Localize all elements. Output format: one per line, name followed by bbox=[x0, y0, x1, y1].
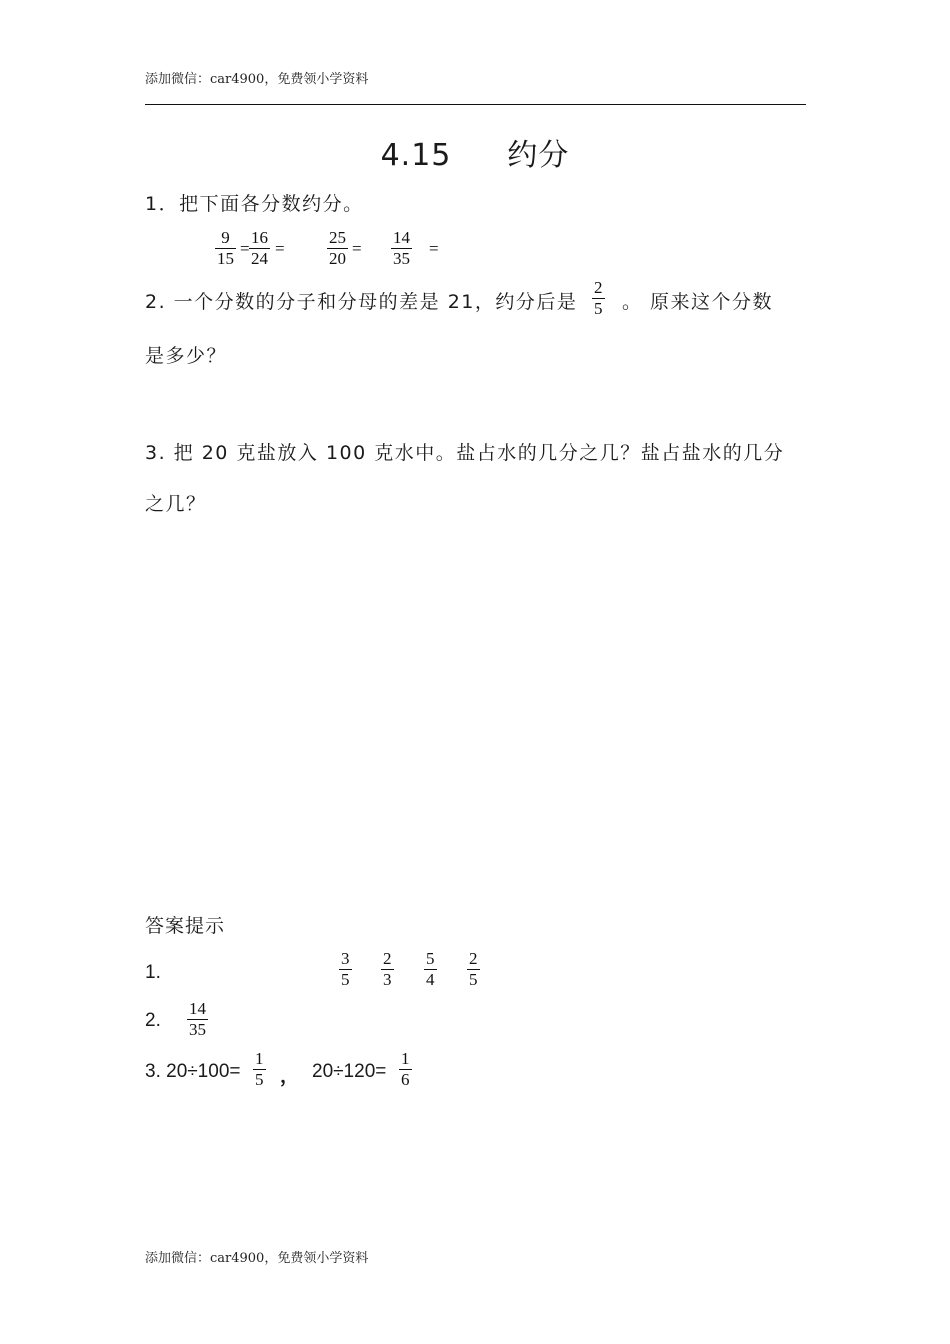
numerator: 2 bbox=[469, 949, 478, 968]
denominator: 35 bbox=[189, 1020, 206, 1039]
denominator: 20 bbox=[329, 249, 346, 268]
numerator: 3 bbox=[341, 949, 350, 968]
q1-fraction-3 bbox=[327, 228, 348, 269]
answers-heading: 答案提示 bbox=[145, 915, 226, 937]
answer-3-part-1: 3. 20÷100= bbox=[145, 1061, 241, 1082]
numerator: 1 bbox=[255, 1049, 264, 1068]
answer-1-fraction-1 bbox=[339, 949, 352, 990]
q2-fraction bbox=[592, 278, 605, 319]
numerator: 14 bbox=[393, 228, 410, 247]
answer-3-fraction-1 bbox=[253, 1049, 266, 1090]
header-rule bbox=[145, 104, 806, 105]
q2-text-after: 。 原来这个分数 bbox=[622, 291, 774, 313]
numerator: 25 bbox=[329, 228, 346, 247]
denominator: 15 bbox=[217, 249, 234, 268]
denominator: 5 bbox=[594, 299, 603, 318]
answer-1-fraction-3 bbox=[424, 949, 437, 990]
title-number: 4.15 bbox=[380, 138, 452, 173]
answer-2-label: 2. bbox=[145, 1010, 161, 1031]
denominator: 5 bbox=[255, 1070, 264, 1089]
q2-text-before: 2. 一个分数的分子和分母的差是 21，约分后是 bbox=[145, 291, 578, 313]
answer-3-separator: ， bbox=[280, 1066, 300, 1087]
numerator: 2 bbox=[383, 949, 392, 968]
answer-1-fraction-2 bbox=[381, 949, 394, 990]
numerator: 9 bbox=[221, 228, 230, 247]
question-1: 1．把下面各分数约分。 bbox=[145, 193, 364, 215]
equals-sign: = bbox=[240, 239, 250, 258]
denominator: 24 bbox=[251, 249, 268, 268]
numerator: 5 bbox=[426, 949, 435, 968]
answer-3-part-2: 20÷120= bbox=[312, 1061, 387, 1082]
answer-1-fraction-4 bbox=[467, 949, 480, 990]
answer-1-label: 1. bbox=[145, 962, 161, 983]
equals-sign: = bbox=[352, 239, 362, 258]
numerator: 2 bbox=[594, 278, 603, 297]
numerator: 1 bbox=[401, 1049, 410, 1068]
question-3-line-2: 之几？ bbox=[145, 493, 207, 515]
page-footer: 添加微信：car4900，免费领小学资料 bbox=[145, 1251, 369, 1266]
title-name: 约分 bbox=[507, 138, 570, 173]
answer-2-fraction bbox=[187, 999, 208, 1040]
numerator: 16 bbox=[251, 228, 268, 247]
denominator: 5 bbox=[469, 970, 478, 989]
q1-fraction-2 bbox=[249, 228, 270, 269]
question-2-line-2: 是多少？ bbox=[145, 345, 228, 367]
equals-sign: = bbox=[275, 239, 285, 258]
denominator: 35 bbox=[393, 249, 410, 268]
denominator: 3 bbox=[383, 970, 392, 989]
page-title bbox=[0, 130, 950, 174]
question-2-line-1 bbox=[145, 287, 577, 314]
page-header: 添加微信：car4900，免费领小学资料 bbox=[145, 72, 369, 87]
q1-fraction-4 bbox=[391, 228, 412, 269]
answer-3-fraction-2 bbox=[399, 1049, 412, 1090]
numerator: 14 bbox=[189, 999, 206, 1018]
denominator: 6 bbox=[401, 1070, 410, 1089]
denominator: 4 bbox=[426, 970, 435, 989]
equals-sign: = bbox=[429, 239, 439, 258]
question-3-line-1: 3. 把 20 克盐放入 100 克水中。盐占水的几分之几？盐占盐水的几分 bbox=[145, 442, 785, 464]
q1-fraction-1 bbox=[215, 228, 236, 269]
denominator: 5 bbox=[341, 970, 350, 989]
